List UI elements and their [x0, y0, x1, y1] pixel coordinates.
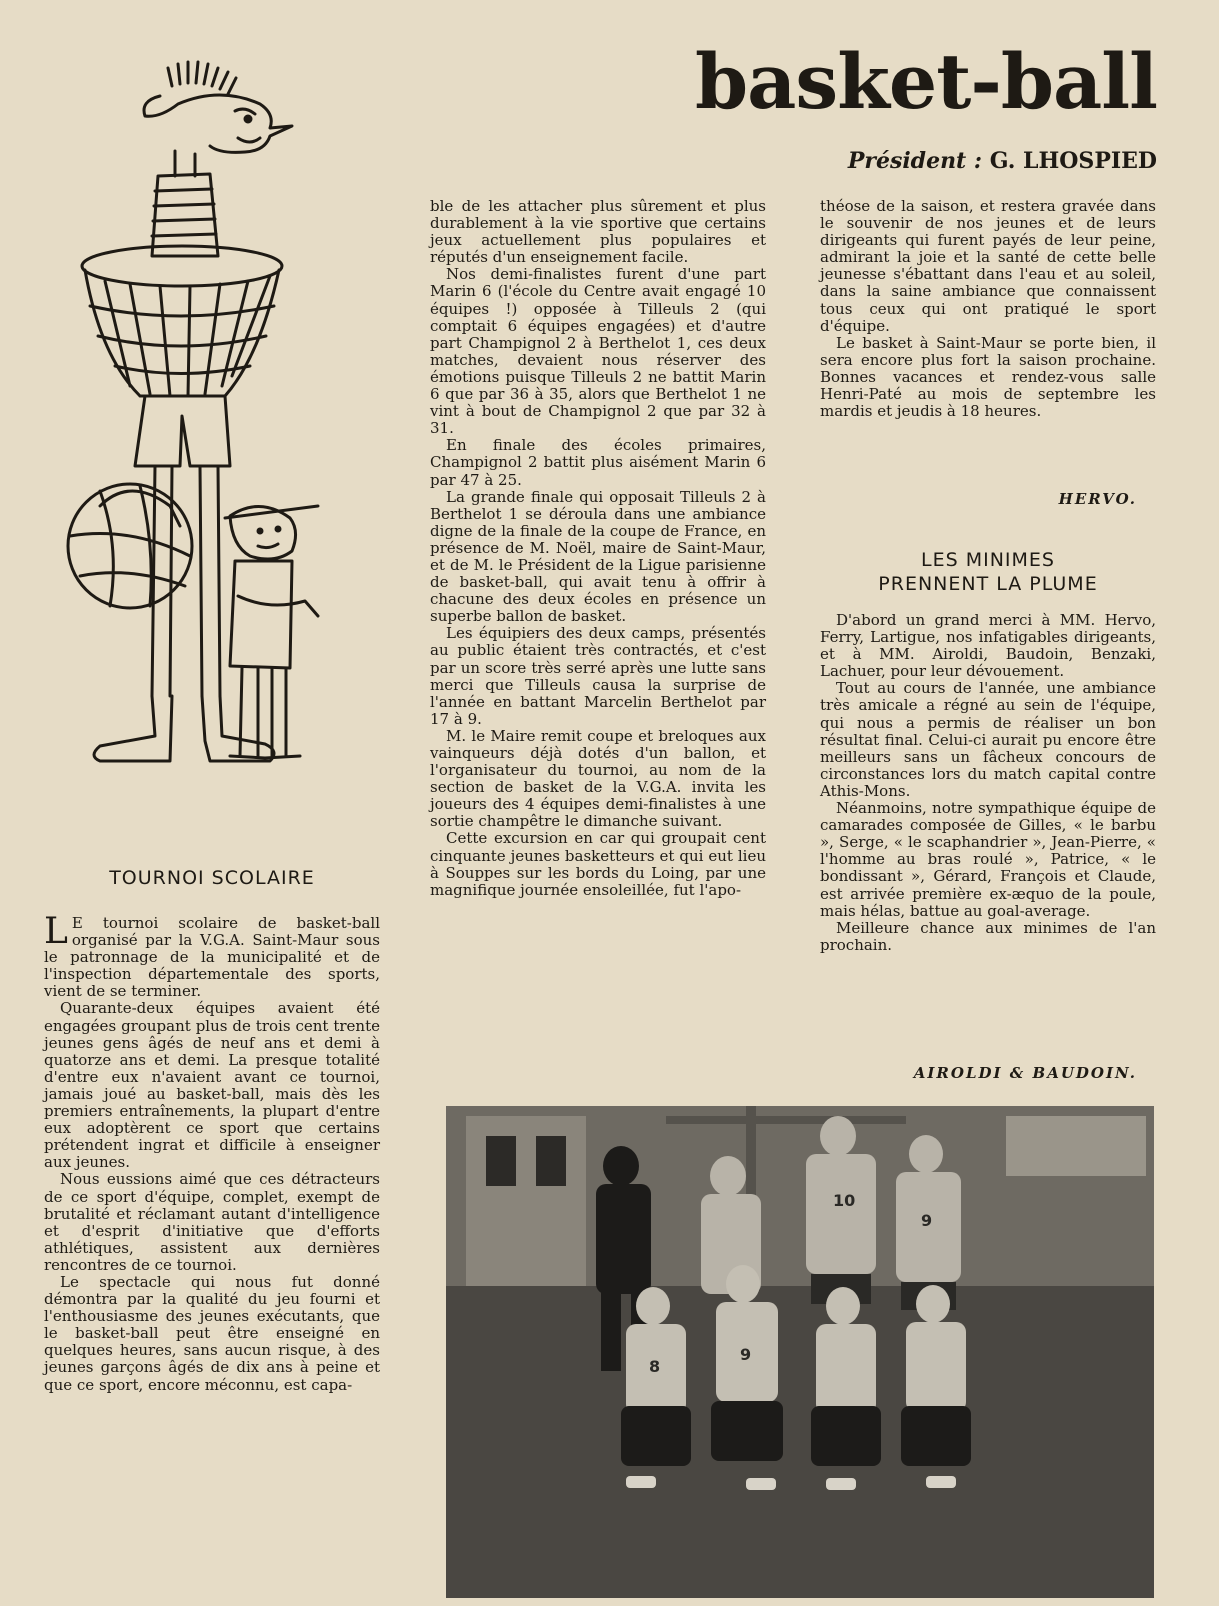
minimes-column — [820, 612, 1156, 954]
tournoi-paragraph: Nous eussions aimé que ces détracteurs de ce sport d'équipe, complet, exempt de brutalité et réclamant autant d'intelligence et d'esprit d'initiative que d'efforts athlétiques, assistent aux dernières rencontres de ce tournoi. — [44, 1170, 380, 1274]
minimes-heading-line2: PRENNENT LA PLUME — [878, 573, 1098, 595]
tournoi-paragraph: théose de la saison, et restera gravée dans le souvenir de nos jeunes et de leurs dirigeants qui furent payés de leur peine, admirant la joie et la santé de cette belle jeunesse s'ébattant dans l'eau et au soleil, dans la saine ambiance que connaissent tous ceux qui ont pratiqué le sport d'équipe. — [820, 197, 1156, 335]
tournoi-paragraph: Nos demi-finalistes furent d'une part Marin 6 (l'école du Centre avait engagé 10 équipes !) opposée à Tilleuls 2 (qui comptait 6 équipes engagées) et d'autre part Champignol 2 à Berthelot 1, ces deux matches, devaient nous réserver des émotions puisque Tilleuls 2 ne battit Marin 6 que par 36 à 35, alors que Berthelot 1 ne vint à bout de Champignol 2 que par 32 à 31. — [430, 265, 766, 438]
tournoi-paragraph: Les équipiers des deux camps, présentés au public étaient très contractés, et c'est par un score très serré après une lutte sans merci que Tilleuls causa la surprise de l'année en battant Marcelin Berthelot par 17 à 9. — [430, 624, 766, 728]
tournoi-paragraph: La grande finale qui opposait Tilleuls 2 à Berthelot 1 se déroula dans une ambiance digne de la finale de la coupe de France, en présence de M. Noël, maire de Saint-Maur, et de M. le Président de la Ligue parisienne de basket-ball, qui avait tenu à offrir à chacune des deux écoles en présence un superbe ballon de basket. — [430, 487, 766, 626]
jersey-number: 9 — [740, 1345, 752, 1364]
president-label: Président : — [847, 148, 983, 174]
jersey-number: 9 — [921, 1211, 933, 1230]
minimes-paragraph: Meilleure chance aux minimes de l'an prochain. — [820, 918, 1156, 954]
minimes-heading-line1: LES MINIMES — [921, 549, 1055, 571]
tournoi-column-2 — [430, 198, 766, 899]
tournoi-paragraph: Le basket à Saint-Maur se porte bien, il sera encore plus fort la saison prochaine. Bonnes vacances et rendez-vous salle Henri-Paté au mois de septembre les mardis et jeudis à 18 heures. — [820, 333, 1156, 421]
minimes-paragraph: Tout au cours de l'année, une ambiance très amicale a régné au sein de l'équipe, qui nous a permis de réaliser un bon résultat final. Celui-ci aurait pu encore être meilleurs sans un fâcheux concours de circonstances lors du match capital contre Athis-Mons. — [820, 679, 1156, 800]
president-name: G. LHOSPIED — [989, 148, 1157, 174]
tournoi-paragraph: Cette excursion en car qui groupait cent cinquante jeunes basketteurs et qui eut lieu à Souppes sur les bords du Loing, par une magnifique journée ensoleillée, fut l'apo- — [430, 829, 766, 899]
minimes-paragraph: Néanmoins, notre sympathique équipe de camarades composée de Gilles, « le barbu », Serge, « le scaphandrier », Jean-Pierre, « l'homme au bras roulé », Patrice, « le bondissant », Gérard, François et Claude, est arrivée première ex-æquo de la poule, mais hélas, battue au goal-average. — [820, 799, 1156, 920]
basketball-player-cartoon — [60, 56, 360, 806]
team-photo-drawing — [446, 1106, 1154, 1598]
drop-cap: L — [44, 911, 68, 952]
tournoi-column-1 — [44, 911, 380, 1394]
tournoi-paragraph: En finale des écoles primaires, Champignol 2 battit plus aisément Marin 6 par 47 à 25. — [430, 436, 766, 489]
tournoi-paragraph: L E tournoi scolaire de basket-ball organisé par la V.G.A. Saint-Maur sous le patronnage de la municipalité et de l'inspection départementale des sports, vient de se terminer. — [44, 911, 380, 1001]
tournoi-paragraph: M. le Maire remit coupe et breloques aux vainqueurs déjà dotés d'un ballon, et l'organisateur du tournoi, au nom de la section de basket de la V.G.A. invita les joueurs des 4 équipes demi-finalistes à une sortie champêtre le dimanche suivant. — [430, 726, 766, 831]
tournoi-paragraph: ble de les attacher plus sûrement et plus durablement à la vie sportive que certains jeux actuellement plus populaires et réputés d'un enseignement facile. — [430, 197, 766, 267]
tournoi-paragraph: Le spectacle qui nous fut donné démontra par la qualité du jeu fourni et l'enthousiasme des jeunes exécutants, que le basket-ball peut être enseigné en quelques heures, sans aucun risque, à des jeunes garçons âgés de dix ans à peine et que ce sport, encore méconnu, est capa- — [44, 1272, 380, 1394]
jersey-number: 10 — [833, 1191, 856, 1210]
minimes-heading — [820, 548, 1156, 596]
president-line — [848, 148, 1157, 174]
tournoi-column-3 — [820, 198, 1156, 420]
minimes-signature: AIROLDI & BAUDOIN. — [913, 1064, 1137, 1082]
tournoi-signature: HERVO. — [1058, 490, 1137, 508]
minimes-paragraph: D'abord un grand merci à MM. Hervo, Ferry, Lartigue, nos infatigables dirigeants, et à MM. Airoldi, Baudoin, Benzaki, Lachuer, pour leur dévouement. — [820, 611, 1156, 681]
tournoi-paragraph: Quarante-deux équipes avaient été engagées groupant plus de trois cent trente jeunes gens âgés de neuf ans et demi à quatorze ans et demi. La presque totalité d'entre eux n'avaient avant ce tournoi, jamais joué au basket-ball, mais dès les premiers entraînements, la plupart d'entre eux adoptèrent ce sport que certains prétendent ingrat et difficile à enseigner aux jeunes. — [44, 999, 380, 1172]
page-title: basket-ball — [695, 37, 1157, 126]
jersey-number: 8 — [649, 1357, 661, 1376]
team-photo — [446, 1106, 1154, 1598]
tournoi-heading: TOURNOI SCOLAIRE — [109, 867, 315, 889]
